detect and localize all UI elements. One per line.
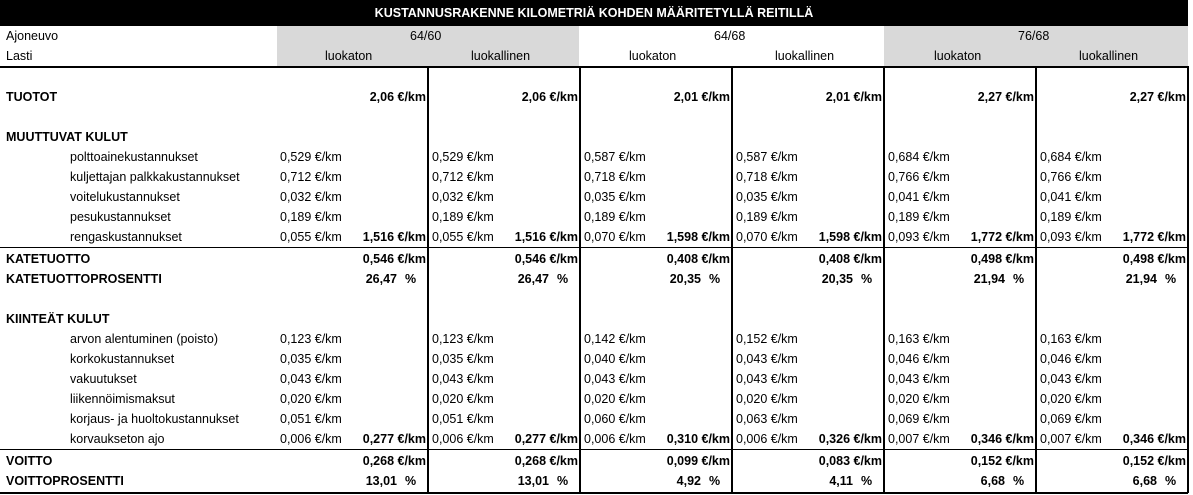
voittoprosentti-value: 4,92 bbox=[676, 474, 701, 488]
muuttuvat-value: 0,032 €/km bbox=[432, 190, 494, 204]
kiinteat-total-rule bbox=[0, 449, 1188, 450]
row-label-voittoprosentti: VOITTOPROSENTTI bbox=[6, 474, 124, 488]
tuotot-value: 2,27 €/km bbox=[977, 90, 1034, 104]
muuttuvat-value: 0,070 €/km bbox=[736, 230, 798, 244]
kiinteat-value: 0,060 €/km bbox=[584, 412, 646, 426]
kiinteat-value: 0,063 €/km bbox=[736, 412, 798, 426]
kiinteat-value: 0,043 €/km bbox=[888, 372, 950, 386]
muuttuvat-value: 0,684 €/km bbox=[1040, 150, 1102, 164]
kiinteat-value: 0,046 €/km bbox=[1040, 352, 1102, 366]
kiinteat-value: 0,051 €/km bbox=[280, 412, 342, 426]
voitto-value: 0,268 €/km bbox=[514, 454, 578, 468]
vehicle-header-1: 64/60 bbox=[410, 29, 442, 43]
percent-sign: % bbox=[557, 474, 569, 488]
row-label-voitto: VOITTO bbox=[6, 454, 53, 468]
load-row-label: Lasti bbox=[6, 49, 33, 63]
kiinteat-value: 0,006 €/km bbox=[432, 432, 494, 446]
kiinteat-value: 0,020 €/km bbox=[584, 392, 646, 406]
kiinteat-value: 0,040 €/km bbox=[584, 352, 646, 366]
kiinteat-value: 0,123 €/km bbox=[280, 332, 342, 346]
kiinteat-value: 0,020 €/km bbox=[736, 392, 798, 406]
muuttuvat-value: 0,529 €/km bbox=[432, 150, 494, 164]
percent-sign: % bbox=[405, 474, 417, 488]
muuttuvat-value: 0,189 €/km bbox=[432, 210, 494, 224]
row-label: korkokustannukset bbox=[70, 352, 175, 366]
kiinteat-value: 0,007 €/km bbox=[1040, 432, 1102, 446]
percent-sign: % bbox=[1165, 272, 1177, 286]
section-label-muuttuvat: MUUTTUVAT KULUT bbox=[6, 130, 128, 144]
katetuotto-value: 0,546 €/km bbox=[514, 252, 578, 266]
row-label: pesukustannukset bbox=[70, 210, 171, 224]
voitto-value: 0,152 €/km bbox=[1122, 454, 1186, 468]
voittoprosentti-value: 6,68 bbox=[980, 474, 1005, 488]
muuttuvat-total: 1,516 €/km bbox=[362, 230, 426, 244]
kiinteat-value: 0,051 €/km bbox=[432, 412, 494, 426]
muuttuvat-value: 0,766 €/km bbox=[888, 170, 950, 184]
muuttuvat-value: 0,189 €/km bbox=[1040, 210, 1102, 224]
kiinteat-value: 0,043 €/km bbox=[736, 372, 798, 386]
muuttuvat-value: 0,189 €/km bbox=[736, 210, 798, 224]
percent-sign: % bbox=[1013, 474, 1025, 488]
kiinteat-total: 0,310 €/km bbox=[666, 432, 730, 446]
kiinteat-value: 0,043 €/km bbox=[432, 372, 494, 386]
muuttuvat-total: 1,772 €/km bbox=[1122, 230, 1186, 244]
kiinteat-total: 0,346 €/km bbox=[970, 432, 1034, 446]
kiinteat-value: 0,043 €/km bbox=[736, 352, 798, 366]
katetuottoprosentti-value: 26,47 bbox=[517, 272, 549, 286]
kiinteat-value: 0,006 €/km bbox=[736, 432, 798, 446]
voitto-value: 0,099 €/km bbox=[666, 454, 730, 468]
kiinteat-value: 0,043 €/km bbox=[1040, 372, 1102, 386]
katetuotto-value: 0,498 €/km bbox=[970, 252, 1034, 266]
tuotot-value: 2,01 €/km bbox=[825, 90, 882, 104]
percent-sign: % bbox=[405, 272, 417, 286]
muuttuvat-value: 0,529 €/km bbox=[280, 150, 342, 164]
muuttuvat-value: 0,189 €/km bbox=[584, 210, 646, 224]
kiinteat-value: 0,123 €/km bbox=[432, 332, 494, 346]
vehicle-header-2: 64/68 bbox=[714, 29, 746, 43]
percent-sign: % bbox=[861, 474, 873, 488]
muuttuvat-value: 0,684 €/km bbox=[888, 150, 950, 164]
muuttuvat-total: 1,598 €/km bbox=[666, 230, 730, 244]
tuotot-value: 2,01 €/km bbox=[673, 90, 730, 104]
muuttuvat-value: 0,712 €/km bbox=[280, 170, 342, 184]
muuttuvat-value: 0,093 €/km bbox=[1040, 230, 1102, 244]
load-header-5: luokaton bbox=[934, 49, 982, 63]
katetuotto-value: 0,408 €/km bbox=[666, 252, 730, 266]
tuotot-value: 2,27 €/km bbox=[1129, 90, 1186, 104]
load-header-1: luokaton bbox=[325, 49, 373, 63]
muuttuvat-value: 0,766 €/km bbox=[1040, 170, 1102, 184]
kiinteat-value: 0,163 €/km bbox=[888, 332, 950, 346]
kiinteat-total: 0,277 €/km bbox=[514, 432, 578, 446]
bottom-rule bbox=[0, 492, 1188, 494]
percent-sign: % bbox=[1013, 272, 1025, 286]
voitto-value: 0,083 €/km bbox=[818, 454, 882, 468]
kiinteat-value: 0,069 €/km bbox=[888, 412, 950, 426]
muuttuvat-value: 0,587 €/km bbox=[584, 150, 646, 164]
kiinteat-value: 0,035 €/km bbox=[280, 352, 342, 366]
kiinteat-value: 0,020 €/km bbox=[432, 392, 494, 406]
muuttuvat-value: 0,718 €/km bbox=[584, 170, 646, 184]
row-label: vakuutukset bbox=[70, 372, 137, 386]
katetuottoprosentti-value: 21,94 bbox=[1125, 272, 1157, 286]
muuttuvat-value: 0,055 €/km bbox=[280, 230, 342, 244]
row-label: voitelukustannukset bbox=[70, 190, 180, 204]
row-label: polttoainekustannukset bbox=[70, 150, 198, 164]
kiinteat-value: 0,152 €/km bbox=[736, 332, 798, 346]
kiinteat-value: 0,020 €/km bbox=[888, 392, 950, 406]
kiinteat-value: 0,035 €/km bbox=[432, 352, 494, 366]
header-divider bbox=[0, 66, 1188, 68]
kiinteat-value: 0,142 €/km bbox=[584, 332, 646, 346]
row-label: arvon alentuminen (poisto) bbox=[70, 332, 218, 346]
kiinteat-value: 0,043 €/km bbox=[584, 372, 646, 386]
percent-sign: % bbox=[709, 474, 721, 488]
katetuotto-value: 0,546 €/km bbox=[362, 252, 426, 266]
katetuottoprosentti-value: 20,35 bbox=[669, 272, 701, 286]
row-label-katetuottoprosentti: KATETUOTTOPROSENTTI bbox=[6, 272, 162, 286]
muuttuvat-value: 0,035 €/km bbox=[584, 190, 646, 204]
muuttuvat-value: 0,587 €/km bbox=[736, 150, 798, 164]
muuttuvat-total: 1,516 €/km bbox=[514, 230, 578, 244]
muuttuvat-total: 1,772 €/km bbox=[970, 230, 1034, 244]
col-divider-6 bbox=[1187, 66, 1189, 493]
table-title: KUSTANNUSRAKENNE KILOMETRIÄ KOHDEN MÄÄRITETYLLÄ REITILLÄ bbox=[0, 0, 1188, 26]
percent-sign: % bbox=[709, 272, 721, 286]
section-label-kiinteat: KIINTEÄT KULUT bbox=[6, 312, 110, 326]
katetuottoprosentti-value: 21,94 bbox=[973, 272, 1005, 286]
percent-sign: % bbox=[1165, 474, 1177, 488]
row-label-katetuotto: KATETUOTTO bbox=[6, 252, 91, 266]
voittoprosentti-value: 4,11 bbox=[829, 474, 853, 488]
row-label: kuljettajan palkkakustannukset bbox=[70, 170, 240, 184]
muuttuvat-value: 0,070 €/km bbox=[584, 230, 646, 244]
muuttuvat-value: 0,189 €/km bbox=[280, 210, 342, 224]
voittoprosentti-value: 13,01 bbox=[365, 474, 397, 488]
kiinteat-total: 0,326 €/km bbox=[818, 432, 882, 446]
muuttuvat-total: 1,598 €/km bbox=[818, 230, 882, 244]
load-header-4: luokallinen bbox=[775, 49, 835, 63]
row-label: rengaskustannukset bbox=[70, 230, 182, 244]
katetuotto-value: 0,408 €/km bbox=[818, 252, 882, 266]
kiinteat-value: 0,020 €/km bbox=[1040, 392, 1102, 406]
kiinteat-value: 0,069 €/km bbox=[1040, 412, 1102, 426]
kiinteat-total: 0,346 €/km bbox=[1122, 432, 1186, 446]
kiinteat-value: 0,007 €/km bbox=[888, 432, 950, 446]
kiinteat-value: 0,006 €/km bbox=[584, 432, 646, 446]
percent-sign: % bbox=[861, 272, 873, 286]
voittoprosentti-value: 13,01 bbox=[517, 474, 549, 488]
kiinteat-value: 0,020 €/km bbox=[280, 392, 342, 406]
muuttuvat-value: 0,032 €/km bbox=[280, 190, 342, 204]
muuttuvat-value: 0,035 €/km bbox=[736, 190, 798, 204]
muuttuvat-value: 0,712 €/km bbox=[432, 170, 494, 184]
muuttuvat-value: 0,041 €/km bbox=[888, 190, 950, 204]
muuttuvat-value: 0,718 €/km bbox=[736, 170, 798, 184]
kiinteat-value: 0,043 €/km bbox=[280, 372, 342, 386]
muuttuvat-value: 0,055 €/km bbox=[432, 230, 494, 244]
row-label: korjaus- ja huoltokustannukset bbox=[70, 412, 239, 426]
voittoprosentti-value: 6,68 bbox=[1132, 474, 1157, 488]
muuttuvat-total-rule bbox=[0, 247, 1188, 248]
voitto-value: 0,268 €/km bbox=[362, 454, 426, 468]
kiinteat-value: 0,163 €/km bbox=[1040, 332, 1102, 346]
tuotot-value: 2,06 €/km bbox=[369, 90, 426, 104]
katetuottoprosentti-value: 20,35 bbox=[821, 272, 853, 286]
muuttuvat-value: 0,041 €/km bbox=[1040, 190, 1102, 204]
row-label: liikennöimismaksut bbox=[70, 392, 175, 406]
kiinteat-total: 0,277 €/km bbox=[362, 432, 426, 446]
load-header-3: luokaton bbox=[629, 49, 677, 63]
load-header-6: luokallinen bbox=[1079, 49, 1139, 63]
vehicle-row-label: Ajoneuvo bbox=[6, 29, 59, 43]
load-header-2: luokallinen bbox=[471, 49, 531, 63]
muuttuvat-value: 0,189 €/km bbox=[888, 210, 950, 224]
vehicle-header-3: 76/68 bbox=[1018, 29, 1050, 43]
muuttuvat-value: 0,093 €/km bbox=[888, 230, 950, 244]
katetuottoprosentti-value: 26,47 bbox=[365, 272, 397, 286]
percent-sign: % bbox=[557, 272, 569, 286]
katetuotto-value: 0,498 €/km bbox=[1122, 252, 1186, 266]
voitto-value: 0,152 €/km bbox=[970, 454, 1034, 468]
row-label: korvaukseton ajo bbox=[70, 432, 165, 446]
row-label-tuotot: TUOTOT bbox=[6, 90, 58, 104]
kiinteat-value: 0,006 €/km bbox=[280, 432, 342, 446]
tuotot-value: 2,06 €/km bbox=[521, 90, 578, 104]
kiinteat-value: 0,046 €/km bbox=[888, 352, 950, 366]
